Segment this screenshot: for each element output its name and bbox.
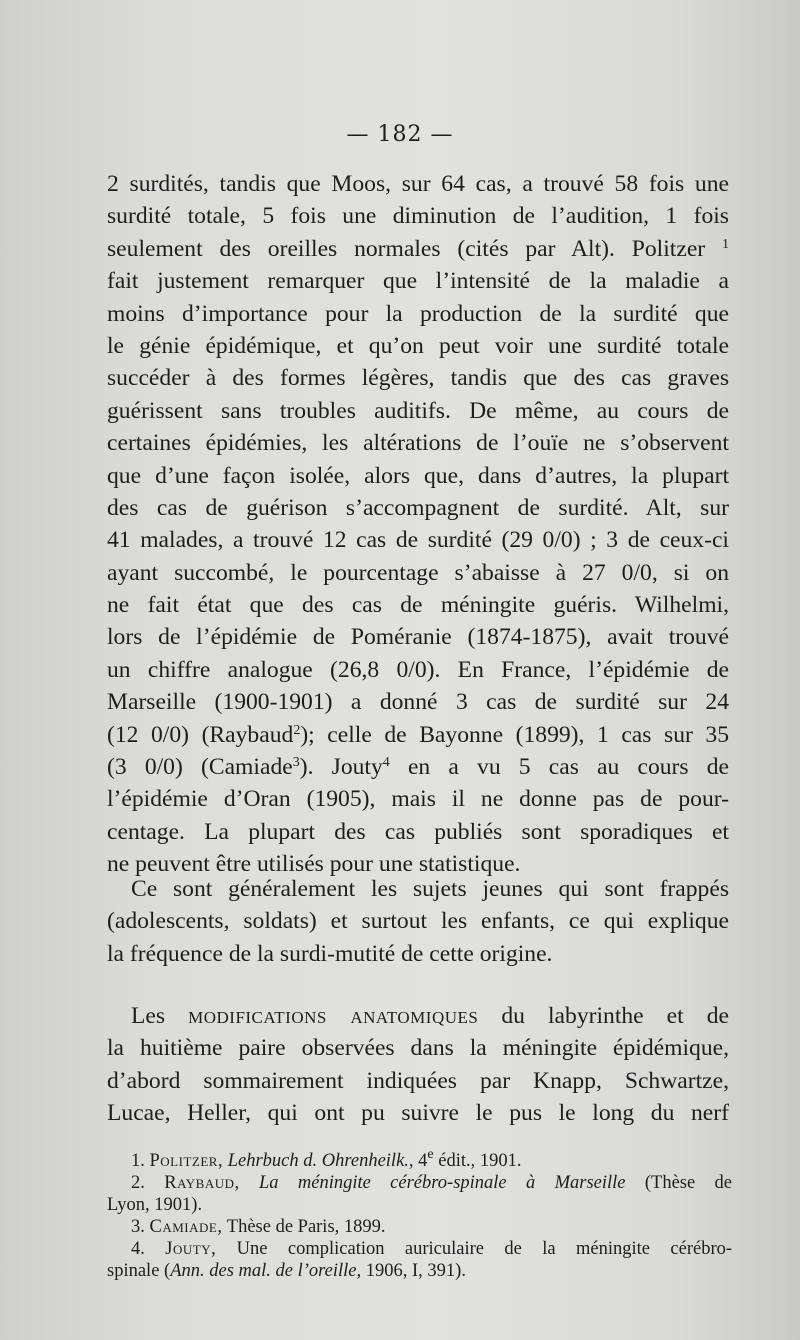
text-line: l’épidémie d’Oran (1905), mais il ne donne pas de pour- bbox=[107, 786, 729, 813]
text-line: Lucae, Heller, qui ont pu suivre le pus le long du nerf bbox=[107, 1100, 729, 1127]
text-line: des cas de guérison s’accompagnent de surdité. Alt, sur bbox=[107, 494, 729, 521]
footnote-1: 1. Politzer, Lehrbuch d. Ohrenheilk., 4e édit., 1901. bbox=[131, 1147, 522, 1171]
footnote-ref-1: 1 bbox=[722, 236, 729, 252]
text-line: la huitième paire observées dans la méningite épidémique, bbox=[107, 1035, 729, 1062]
paragraph-2 bbox=[107, 873, 729, 970]
text-line: (12 0/0) (Raybaud$^2$); celle de Bayonne (1899), 1 cas sur 35 bbox=[107, 721, 730, 748]
smallcaps-heading: modifications anatomiques bbox=[188, 1003, 479, 1029]
footnote-ref-4: 4 bbox=[382, 755, 390, 771]
text-line: ne fait état que des cas de méningite guéris. Wilhelmi, bbox=[107, 592, 729, 619]
text-line: succéder à des formes légères, tandis que des cas graves bbox=[107, 365, 729, 392]
footnote-2: 2. Raybaud, La méningite cérébro-spinale à Marseille (Thèse de bbox=[131, 1173, 733, 1193]
text-line: moins d’importance pour la production de la surdité que bbox=[107, 300, 729, 327]
paragraph-3 bbox=[107, 1000, 729, 1130]
footnote-3: 3. Camiade, Thèse de Paris, 1899. bbox=[131, 1217, 386, 1237]
footnote-4: 4. Jouty, Une complication auriculaire de la méningite cérébro- bbox=[131, 1239, 733, 1259]
footnote-4-cont: spinale (Ann. des mal. de l’oreille, 1906, I, 391). bbox=[107, 1261, 466, 1281]
text-line: seulement des oreilles normales (cités par Alt). Politzer $^1$ bbox=[107, 235, 729, 262]
text-line: 41 malades, a trouvé 12 cas de surdité (29 0/0) ; 3 de ceux-ci bbox=[107, 527, 729, 554]
page-number: — 182 — bbox=[346, 122, 454, 147]
text-line: ne peuvent être utilisés pour une statistique. bbox=[107, 851, 521, 878]
text-line: (3 0/0) (Camiade$^3$). Jouty$^4$ en a vu 5 cas au cours de bbox=[107, 754, 730, 781]
text-line: la fréquence de la surdi-mutité de cette origine. bbox=[107, 940, 553, 967]
text-line: Marseille (1900-1901) a donné 3 cas de surdité sur 24 bbox=[107, 689, 729, 716]
text-line: d’abord sommairement indiquées par Knapp, Schwartze, bbox=[107, 1067, 729, 1094]
text-line: lors de l’épidémie de Poméranie (1874-1875), avait trouvé bbox=[107, 624, 729, 651]
footnote-ref-2: 2 bbox=[293, 722, 301, 738]
text-line: certaines épidémies, les altérations de l’ouïe ne s’observent bbox=[107, 430, 729, 457]
text-line: guérissent sans troubles auditifs. De même, au cours de bbox=[107, 397, 729, 424]
text-line: Les modifications anatomiques du labyrinthe et de bbox=[131, 1003, 729, 1029]
text-line: fait justement remarquer que l’intensité de la maladie a bbox=[107, 268, 729, 295]
text-line: un chiffre analogue (26,8 0/0). En France, l’épidémie de bbox=[107, 656, 729, 683]
paragraph-1 bbox=[107, 168, 729, 881]
text-line: que d’une façon isolée, alors que, dans d’autres, la plupart bbox=[107, 462, 729, 489]
text-line: Ce sont généralement les sujets jeunes qui sont frappés bbox=[131, 876, 729, 902]
text-line: surdité totale, 5 fois une diminution de l’audition, 1 fois bbox=[107, 203, 729, 230]
text-line: 2 surdités, tandis que Moos, sur 64 cas, a trouvé 58 fois une bbox=[107, 171, 729, 197]
text-line: le génie épidémique, et qu’on peut voir une surdité totale bbox=[107, 332, 729, 359]
text-line: centage. La plupart des cas publiés sont sporadiques et bbox=[107, 818, 729, 845]
footnote-ref-3: 3 bbox=[292, 755, 300, 771]
text-line: ayant succombé, le pourcentage s’abaisse à 27 0/0, si on bbox=[107, 559, 729, 586]
text-line: (adolescents, soldats) et surtout les enfants, ce qui explique bbox=[107, 908, 729, 935]
footnotes bbox=[107, 1147, 733, 1282]
footnote-2-cont: Lyon, 1901). bbox=[107, 1195, 203, 1215]
